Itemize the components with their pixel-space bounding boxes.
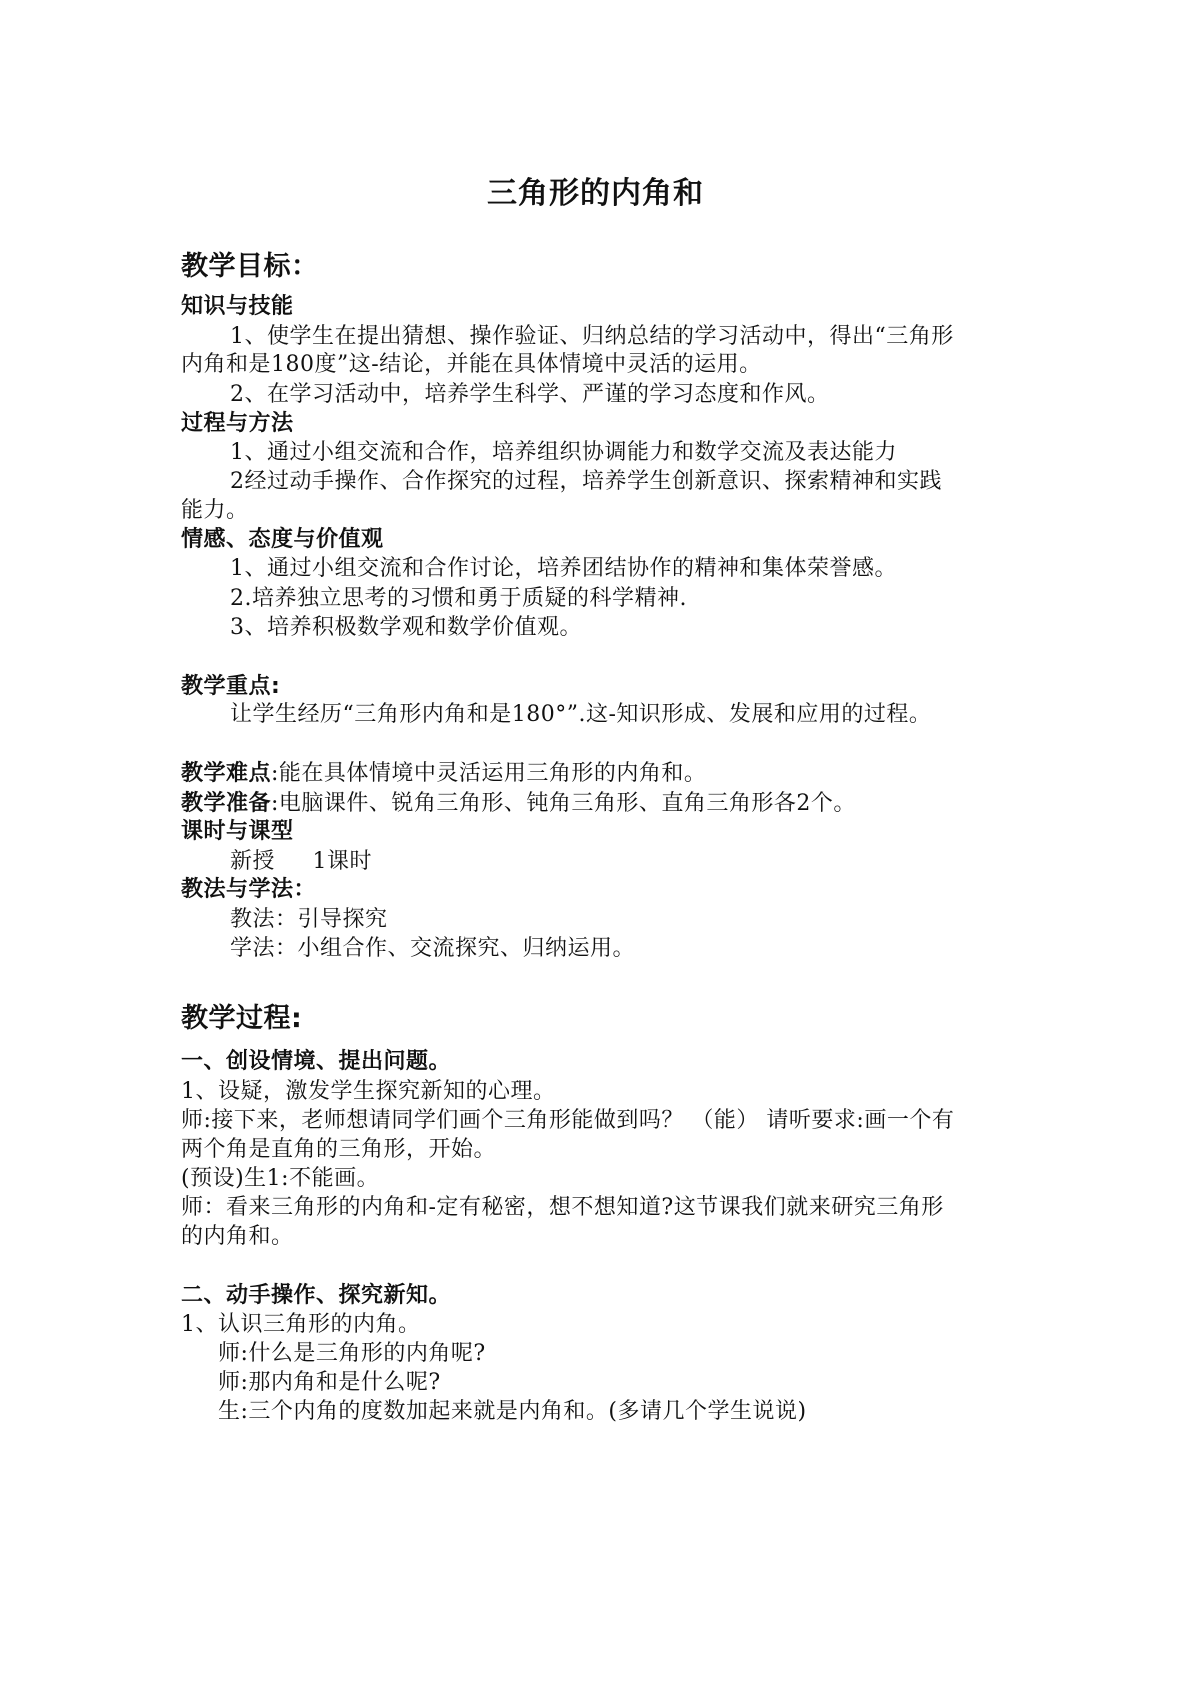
knowledge-item-1-line-1: 1、使学生在提出猜想、操作验证、归纳总结的学习活动中，得出“三角形 (230, 324, 954, 349)
process-method-item-1: 1、通过小组交流和合作，培养组织协调能力和数学交流及表达能力 (230, 440, 897, 465)
preparation-line (181, 789, 1041, 819)
objectives-heading: 教学目标： (181, 251, 319, 282)
preparation-label: 教学准备 (181, 791, 272, 816)
emotion-heading: 情感、态度与价值观 (181, 527, 384, 552)
learning-method: 学法：小组合作、交流探究、归纳运用。 (230, 936, 636, 961)
section-1-line-4: (预设)生1:不能画。 (181, 1166, 380, 1191)
section-2-line-3: 师:那内角和是什么呢? (218, 1370, 441, 1395)
section-1-line-1: 1、设疑，激发学生探究新知的心理。 (181, 1079, 556, 1104)
keypoint-heading: 教学重点: (181, 674, 281, 699)
emotion-item-3: 3、培养积极数学观和数学价值观。 (230, 615, 582, 640)
process-method-item-2-line-1: 2经过动手操作、合作探究的过程，培养学生创新意识、探索精神和实践 (230, 469, 942, 494)
difficulty-text: :能在具体情境中灵活运用三角形的内角和。 (271, 761, 707, 786)
preparation-text: :电脑课件、锐角三角形、钝角三角形、直角三角形各2个。 (271, 791, 856, 816)
emotion-item-2: 2.培养独立思考的习惯和勇于质疑的科学精神. (230, 586, 687, 611)
teaching-process-heading: 教学过程: (181, 1003, 303, 1034)
teaching-method: 教法：引导探究 (230, 907, 388, 932)
lesson-type-text: 新授 1课时 (230, 849, 372, 874)
difficulty-line (181, 759, 1041, 789)
emotion-item-1: 1、通过小组交流和合作讨论，培养团结协作的精神和集体荣誉感。 (230, 556, 897, 581)
lesson-type-heading: 课时与课型 (181, 819, 294, 844)
knowledge-item-1-line-2: 内角和是180度”这-结论，并能在具体情境中灵活的运用。 (181, 352, 762, 377)
section-1-heading: 一、创设情境、提出问题。 (181, 1049, 452, 1074)
section-1-line-6: 的内角和。 (181, 1224, 294, 1249)
section-2-heading: 二、动手操作、探究新知。 (181, 1283, 452, 1308)
section-1-line-2: 师:接下来，老师想请同学们画个三角形能做到吗？ （能） 请听要求:画一个有 (181, 1108, 955, 1133)
process-method-heading: 过程与方法 (181, 411, 294, 436)
section-1-line-5: 师：看来三角形的内角和-定有秘密，想不想知道?这节课我们就来研究三角形 (181, 1195, 944, 1220)
methods-heading: 教法与学法： (181, 877, 317, 902)
keypoint-text: 让学生经历“三角形内角和是180°”.这-知识形成、发展和应用的过程。 (230, 702, 932, 727)
difficulty-label: 教学难点 (181, 761, 272, 786)
process-method-item-2-line-2: 能力。 (181, 498, 249, 523)
knowledge-item-2: 2、在学习活动中，培养学生科学、严谨的学习态度和作风。 (230, 382, 830, 407)
section-1-line-3: 两个角是直角的三角形，开始。 (181, 1137, 497, 1162)
section-2-line-1: 1、认识三角形的内角。 (181, 1312, 421, 1337)
knowledge-heading: 知识与技能 (181, 294, 294, 319)
page-title: 三角形的内角和 (487, 176, 704, 211)
section-2-line-2: 师:什么是三角形的内角呢? (218, 1341, 486, 1366)
section-2-line-4: 生:三个内角的度数加起来就是内角和。(多请几个学生说说) (218, 1399, 807, 1424)
